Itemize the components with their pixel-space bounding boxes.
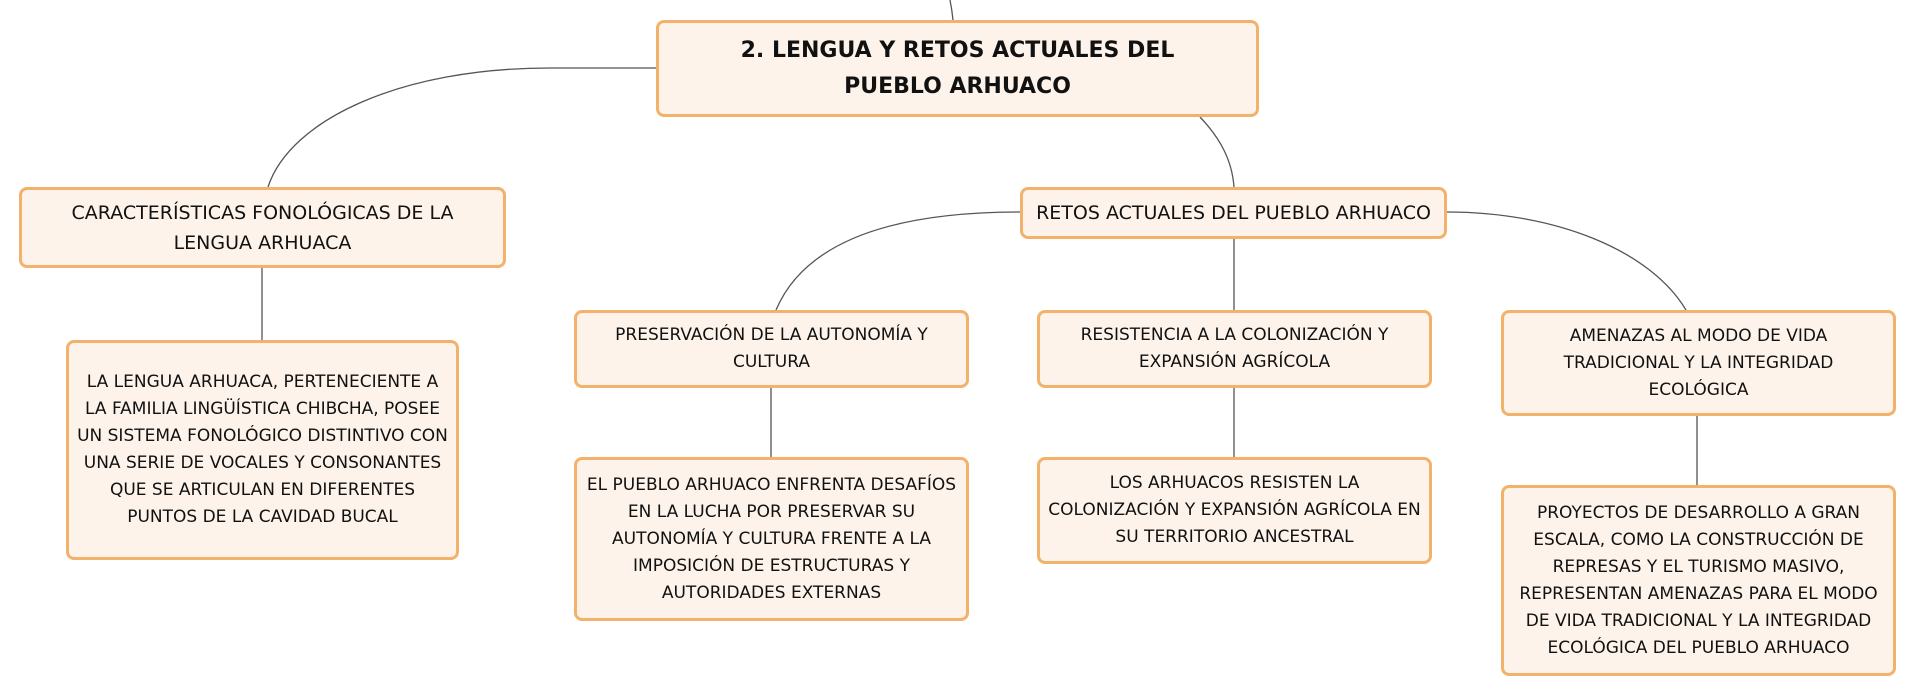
connector-root-phonology (268, 68, 658, 187)
preservation-node[interactable] (574, 310, 969, 388)
preservation-label: PRESERVACIÓN DE LA AUTONOMÍA Y CULTURA (615, 325, 928, 372)
threats-label: AMENAZAS AL MODO DE VIDA TRADICIONAL Y LA INTEGRIDAD ECOLÓGICA (1563, 325, 1834, 400)
preservation-detail-node[interactable] (574, 457, 969, 621)
preservation-detail-text: EL PUEBLO ARHUACO ENFRENTA DESAFÍOS EN LA LUCHA POR PRESERVAR SU AUTONOMÍA Y CULTURA FRENTE A LA IMPOSICIÓN DE ESTRUCTURAS Y AUTORIDADES EXTERNAS (586, 474, 957, 603)
root-node[interactable] (656, 20, 1259, 117)
resistance-node[interactable] (1037, 310, 1432, 388)
threats-detail-node[interactable] (1501, 485, 1896, 676)
phonology-detail-text: LA LENGUA ARHUACA, PERTENECIENTE A LA FAMILIA LINGÜÍSTICA CHIBCHA, POSEE UN SISTEMA FONOLÓGICO DISTINTIVO CON UNA SERIE DE VOCALES Y CONSONANTES QUE SE ARTICULAN EN DIFERENTES PUNTOS DE LA CAVIDAD BUCAL (77, 372, 448, 527)
connector-root-challenges (1200, 117, 1234, 187)
resistance-label: RESISTENCIA A LA COLONIZACIÓN Y EXPANSIÓN AGRÍCOLA (1080, 325, 1389, 372)
phonology-detail-node[interactable] (66, 340, 459, 560)
challenges-node[interactable] (1020, 187, 1447, 239)
root-title: 2. LENGUA Y RETOS ACTUALES DEL PUEBLO ARHUACO (740, 37, 1175, 99)
threats-node[interactable] (1501, 310, 1896, 416)
phonology-node[interactable] (19, 187, 506, 268)
resistance-detail-text: LOS ARHUACOS RESISTEN LA COLONIZACIÓN Y EXPANSIÓN AGRÍCOLA EN SU TERRITORIO ANCESTRAL (1048, 473, 1421, 547)
phonology-label: CARACTERÍSTICAS FONOLÓGICAS DE LA LENGUA ARHUACA (71, 201, 454, 254)
connector-challenges-preservation (776, 212, 1020, 310)
challenges-label: RETOS ACTUALES DEL PUEBLO ARHUACO (1036, 202, 1431, 224)
connector-incoming (950, 0, 953, 20)
threats-detail-text: PROYECTOS DE DESARROLLO A GRAN ESCALA, COMO LA CONSTRUCCIÓN DE REPRESAS Y EL TURISMO MASIVO, REPRESENTAN AMENAZAS PARA EL MODO DE VIDA TRADICIONAL Y LA INTEGRIDAD ECOLÓGICA DEL PUEBLO ARHUACO (1519, 502, 1878, 658)
resistance-detail-node[interactable] (1037, 457, 1432, 564)
connector-challenges-threats (1447, 212, 1686, 310)
